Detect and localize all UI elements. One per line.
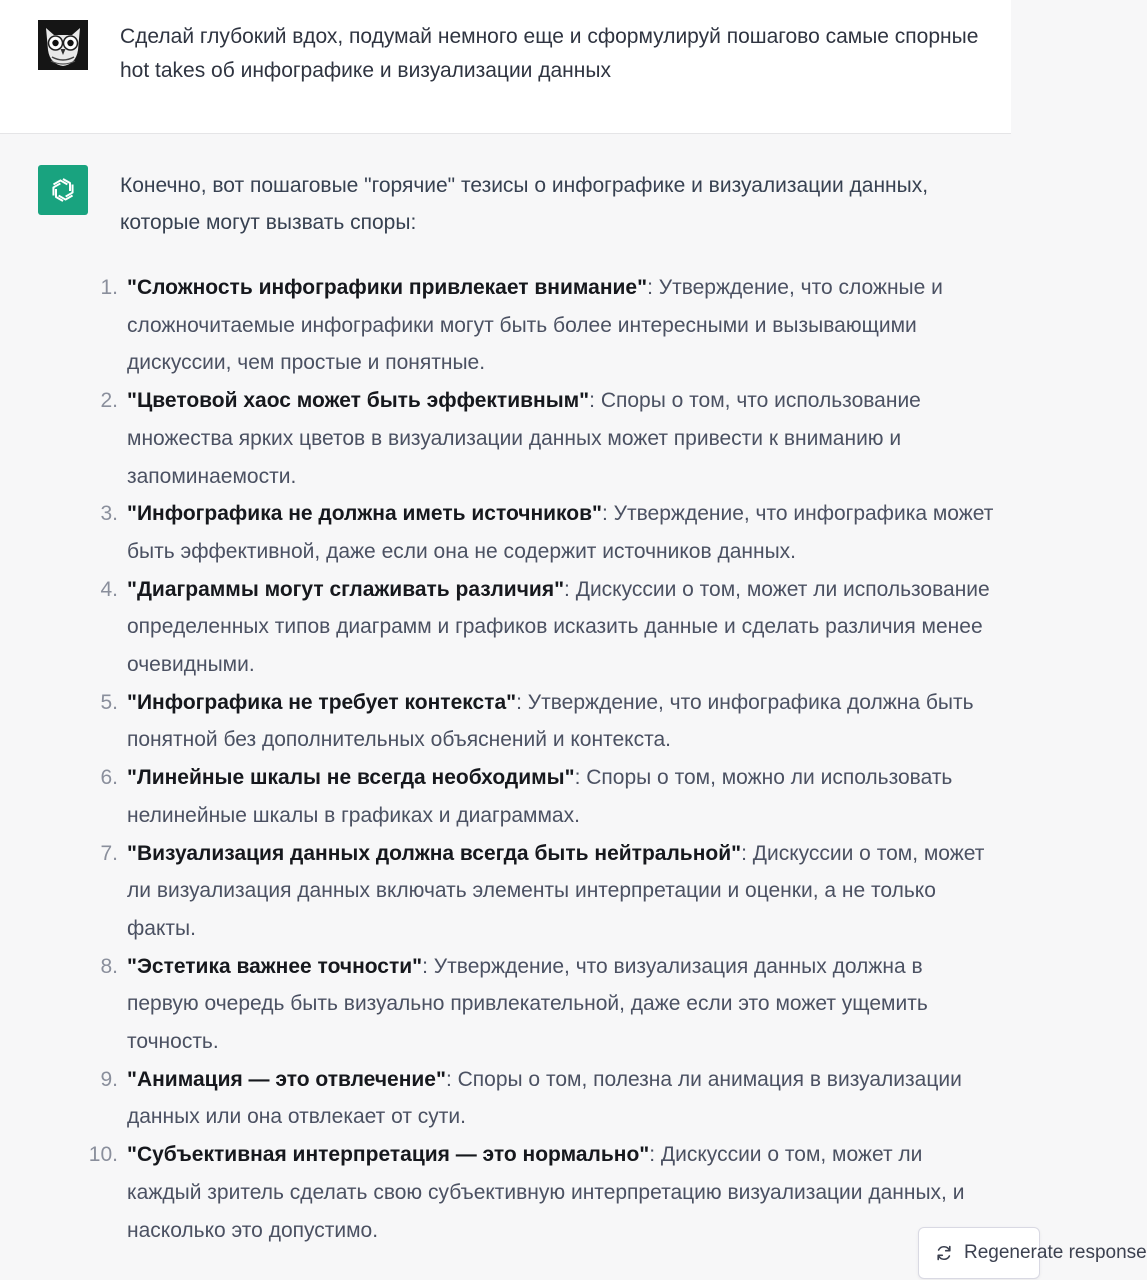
item-number: 2. [100,389,118,413]
list-item [0,495,1011,570]
openai-logo-icon [47,174,79,206]
item-number: 5. [100,690,118,714]
list-item [0,759,1011,834]
item-number: 7. [100,841,118,865]
item-text: : Утверждение, что инфографика может быть эффективной, даже если она не содержит источников данных. [127,502,994,563]
item-text: : Утверждение, что инфографика должна быть понятной без дополнительных объяснений и контекста. [127,690,974,752]
item-title: "Анимация — это отвлечение" [127,1067,446,1091]
user-message-text: Сделай глубокий вдох, подумай немного еще и сформулируй пошагово самые спорные hot takes об инфографике и визуализации данных [120,25,979,82]
item-text: : Споры о том, полезна ли анимация в визуализации данных или она отвлекает от сути. [127,1067,962,1129]
item-title: "Инфографика не должна иметь источников" [127,502,602,526]
item-title: "Линейные шкалы не всегда необходимы" [127,766,575,790]
item-text: : Дискуссии о том, может ли визуализация данных включать элементы интерпретации и оценки, а не только факты. [127,841,985,940]
item-title: "Субъективная интерпретация — это нормально" [127,1143,650,1167]
item-number: 3. [100,502,118,526]
assistant-avatar [38,165,88,215]
list-item [0,269,1011,382]
user-avatar [38,20,88,70]
regenerate-button[interactable] [918,1227,1147,1279]
item-text: : Споры о том, можно ли использовать нелинейные шкалы в графиках и диаграммах. [127,766,953,827]
item-title: "Эстетика важнее точности" [127,954,423,978]
item-text: : Утверждение, что визуализация данных должна в первую очередь быть визуально привлекательной, даже если это может ущемить точность. [127,954,928,1054]
item-number: 10. [88,1143,118,1167]
user-message [0,0,1011,134]
list-item [0,571,1011,684]
item-title: "Диаграммы могут сглаживать различия" [127,577,565,601]
item-title: "Цветовой хаос может быть эффективным" [127,389,590,413]
item-number: 6. [100,766,118,790]
item-number: 9. [100,1067,118,1091]
item-text: : Споры о том, что использование множества ярких цветов в визуализации данных может привести к вниманию и запоминаемости. [127,389,921,488]
regenerate-label: Regenerate response [964,1242,1147,1263]
item-number: 1. [100,276,118,299]
list-item [0,948,1011,1061]
item-text: : Дискуссии о том, может ли каждый зритель сделать свою субъективную интерпретацию визуализации данных, и насколько это допустимо. [127,1143,965,1242]
list-item [0,382,1011,495]
list-item [0,1136,1011,1249]
list-item [0,684,1011,759]
item-text: : Дискуссии о том, может ли использование определенных типов диаграмм и графиков исказить данные и сделать различия менее очевидными. [127,577,990,677]
item-text: : Утверждение, что сложные и сложночитаемые инфографики могут быть более интересными и вызывающими дискуссии, чем простые и понятные. [127,276,943,375]
item-number: 4. [100,577,118,601]
hot-takes-list [0,269,1011,1249]
assistant-intro-text: Конечно, вот пошаговые "горячие" тезисы о инфографике и визуализации данных, которые могут вызвать споры: [120,174,929,234]
list-item [0,835,1011,948]
item-title: "Сложность инфографики привлекает внимание" [127,276,648,299]
list-item [0,1061,1011,1136]
refresh-icon [935,1244,953,1262]
item-title: "Визуализация данных должна всегда быть нейтральной" [127,841,742,865]
owl-avatar-icon [38,20,88,70]
item-number: 8. [100,954,118,978]
item-title: "Инфографика не требует контекста" [127,690,517,714]
